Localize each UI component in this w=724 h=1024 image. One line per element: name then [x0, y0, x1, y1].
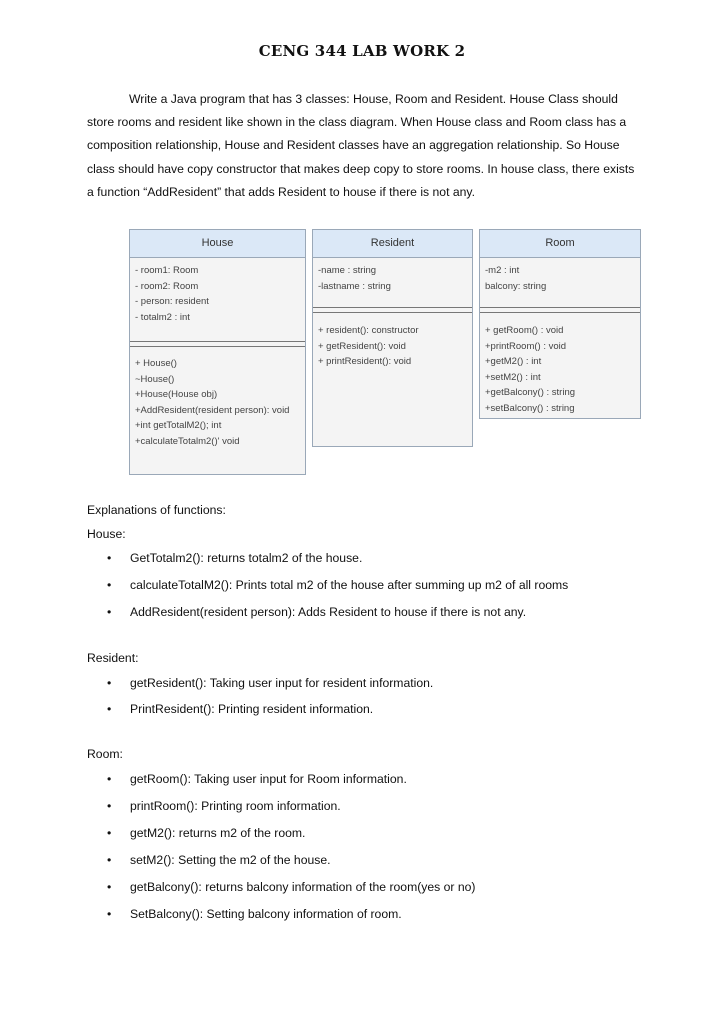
uml-divider — [480, 307, 640, 308]
uml-method: + getResident(): void — [318, 340, 406, 352]
uml-attribute: -name : string — [318, 265, 377, 276]
list-item-text: getM2(): returns m2 of the room. — [130, 826, 306, 840]
uml-method: +calculateTotalm2()' void — [135, 435, 240, 447]
list-item-text: printRoom(): Printing room information. — [130, 799, 341, 813]
list-item-text: SetBalcony(): Setting balcony information of room. — [130, 907, 402, 921]
uml-method: + getRoom() : void — [485, 325, 564, 336]
explanations-heading: Explanations of functions: — [87, 503, 226, 517]
section-label-room: Room: — [87, 747, 123, 761]
uml-method: +setBalcony() : string — [485, 402, 575, 414]
list-item-text: getBalcony(): returns balcony information of the room(yes or no) — [130, 880, 476, 894]
uml-method: ~House() — [135, 373, 175, 385]
uml-methods — [313, 323, 472, 370]
uml-attribute: - room1: Room — [135, 265, 199, 276]
uml-class-room — [479, 229, 641, 419]
uml-method: +getM2() : int — [485, 356, 542, 367]
uml-attribute: balcony: string — [485, 280, 547, 292]
list-item-text: getRoom(): Taking user input for Room information. — [130, 772, 407, 786]
uml-method: +int getTotalM2(); int — [135, 420, 222, 431]
uml-method: +getBalcony() : string — [485, 387, 576, 398]
uml-divider — [313, 307, 472, 308]
list-item-text: PrintResident(): Printing resident information. — [130, 702, 374, 716]
uml-divider — [480, 312, 640, 313]
section-label-resident: Resident: — [87, 651, 139, 665]
uml-attribute: - person: resident — [135, 296, 209, 307]
uml-attribute: - room2: Room — [135, 280, 199, 292]
uml-divider — [313, 312, 472, 313]
uml-method: +setM2() : int — [485, 371, 541, 383]
uml-class-resident — [312, 229, 473, 447]
uml-class-name: Room — [480, 230, 640, 258]
uml-method: + House() — [135, 358, 177, 369]
uml-class-name: Resident — [313, 230, 472, 258]
uml-class-name: House — [130, 230, 305, 258]
section-label-house: House: — [87, 527, 126, 541]
uml-method: +AddResident(resident person): void — [135, 404, 290, 416]
list-item-text: getResident(): Taking user input for resident information. — [130, 676, 434, 690]
uml-class-house — [129, 229, 306, 475]
uml-method: +House(House obj) — [135, 389, 218, 400]
page-title: CENG 344 LAB WORK 2 — [258, 42, 466, 60]
document-page: CENG 344 LAB WORK 2 Write a Java program that has 3 classes: House, Room and Resident. House Class should store rooms and resident like shown in the class diagram. When House class and Room class has a composition relationship, House and Resident classes have an aggregation relationship. So House class should have copy constructor that makes deep copy to store rooms. In house class, there exists a function “AddResident” that adds Resident to house if there is not any. House - room1: Room - room2: Room - person: resident - totalm2 : int + House() ~House() +House(House obj) +AddResident(resident person): void +int getTotalM2(); int +calculateTotalm2()' void Resident -name : string -lastname : string + resident(): constructor + getResident(): void + printResident(): void Room -m2 : int balcony: string + getRoom() : void +printRoom() : void +getM2() : int +setM2() : int +getBalcony() : string +setBalcony() : string Explanations of functions: House: • GetTotalm2(): returns totalm2 of the house. • calculateTotalM2(): Prints total m2 of the house after summing up m2 of all rooms • AddResident(resident person): Adds Resident to house if there is not any. Resident: • getResident(): Taking user input for resident information. • PrintResident(): Printing resident information. Room: • getRoom(): Taking user input for Room information. • printRoom(): Printing room information. • getM2(): returns m2 of the room. • setM2(): Setting the m2 of the house. • getBalcony(): returns balcony information of the room(yes or no) • SetBalcony(): Setting balcony information of room. — [0, 0, 724, 1024]
uml-methods — [130, 356, 305, 449]
uml-method: + resident(): constructor — [318, 325, 419, 336]
uml-attributes — [480, 263, 640, 294]
uml-divider — [130, 341, 305, 342]
uml-methods — [480, 323, 640, 416]
uml-method: +printRoom() : void — [485, 340, 567, 352]
uml-attributes — [130, 263, 305, 325]
list-item-text: AddResident(resident person): Adds Resident to house if there is not any. — [130, 605, 527, 619]
uml-attributes — [313, 263, 472, 294]
list-item-text: calculateTotalM2(): Prints total m2 of the house after summing up m2 of all rooms — [130, 578, 569, 592]
uml-attribute: -m2 : int — [485, 265, 520, 276]
intro-paragraph: Write a Java program that has 3 classes: House, Room and Resident. House Class should store rooms and resident like shown in the class diagram. When House class and Room class has a composition relationship, House and Resident classes have an aggregation relationship. So House class should have copy constructor that makes deep copy to store rooms. In house class, there exists a function “AddResident” that adds Resident to house if there is not any. — [87, 92, 635, 199]
uml-method: + printResident(): void — [318, 356, 412, 367]
uml-divider — [130, 346, 305, 347]
uml-attribute: - totalm2 : int — [135, 311, 190, 323]
uml-attribute: -lastname : string — [318, 280, 391, 292]
list-item-text: GetTotalm2(): returns totalm2 of the house. — [130, 551, 363, 565]
list-item-text: setM2(): Setting the m2 of the house. — [130, 853, 331, 867]
